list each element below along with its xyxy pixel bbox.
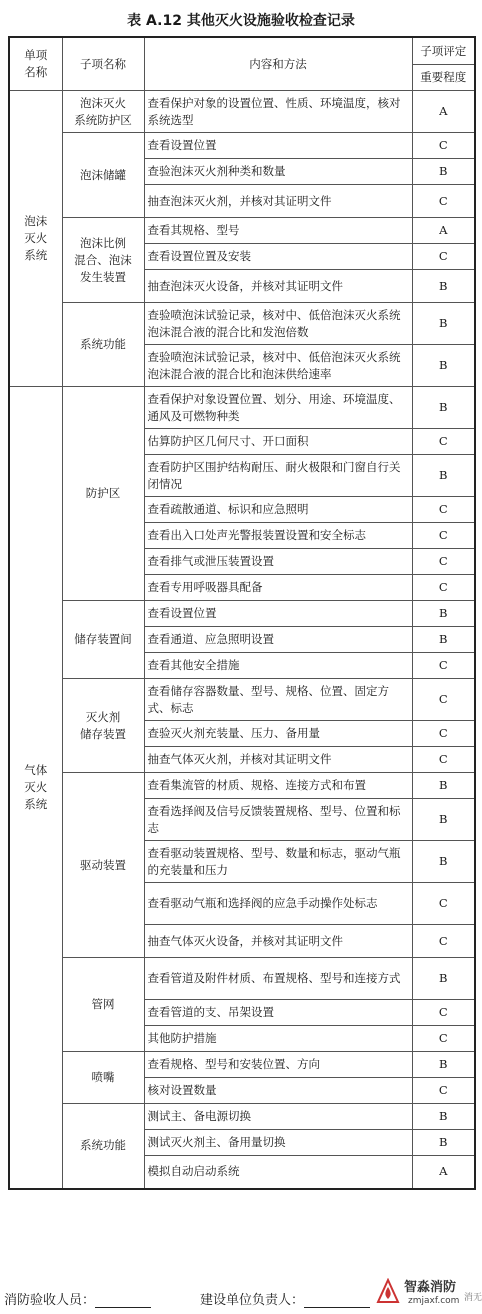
content-method-cell: 查看设置位置 (144, 133, 412, 159)
importance-grade-cell: C (412, 883, 475, 925)
importance-grade-cell: C (412, 185, 475, 218)
content-method-cell: 查看管道及附件材质、布置规格、型号和连接方式 (144, 958, 412, 1000)
importance-grade-cell: C (412, 244, 475, 270)
header-row (9, 37, 475, 91)
owner-signature (200, 1289, 370, 1308)
importance-grade-cell: B (412, 387, 475, 429)
table-row (9, 773, 475, 799)
table-row (9, 679, 475, 721)
importance-grade-cell: B (412, 303, 475, 345)
table-title: 表 A.12 其他灭火设施验收检查记录 (127, 13, 355, 29)
sub-item-name-cell: 管网 (62, 958, 144, 1052)
content-method-cell: 查看驱动气瓶和选择阀的应急手动操作处标志 (144, 883, 412, 925)
sub-item-name-cell: 系统功能 (62, 1104, 144, 1189)
header-importance-line2: 重要程度 (420, 69, 467, 84)
flame-logo-icon (374, 1278, 402, 1306)
owner-blank-line (304, 1295, 370, 1308)
content-method-cell: 抽查气体灭火剂，并核对其证明文件 (144, 747, 412, 773)
content-method-cell: 查看通道、应急照明设置 (144, 627, 412, 653)
content-method-cell: 查看其规格、型号 (144, 218, 412, 244)
importance-grade-cell: A (412, 218, 475, 244)
importance-grade-cell: B (412, 345, 475, 387)
table-row (9, 218, 475, 244)
sub-item-name-cell: 系统功能 (62, 303, 144, 387)
sub-item-name-cell: 储存装置间 (62, 601, 144, 679)
importance-grade-cell: C (412, 747, 475, 773)
watermark-tail: 消无 (464, 1293, 482, 1303)
content-method-cell: 查验泡沫灭火剂种类和数量 (144, 159, 412, 185)
watermark-url: zmjaxf.com (408, 1296, 460, 1306)
importance-grade-cell: C (412, 575, 475, 601)
content-method-cell: 抽查泡沫灭火剂，并核对其证明文件 (144, 185, 412, 218)
importance-grade-cell: C (412, 1026, 475, 1052)
content-method-cell: 查验灭火剂充装量、压力、备用量 (144, 721, 412, 747)
content-method-cell: 查看储存容器数量、型号、规格、位置、固定方式、标志 (144, 679, 412, 721)
content-method-cell: 其他防护措施 (144, 1026, 412, 1052)
sub-item-name-cell: 灭火剂 储存装置 (62, 679, 144, 773)
content-method-cell: 查看规格、型号和安装位置、方向 (144, 1052, 412, 1078)
content-method-cell: 抽查气体灭火设备，并核对其证明文件 (144, 925, 412, 958)
header-unit: 单项 名称 (9, 37, 62, 91)
inspector-label: 消防验收人员： (4, 1293, 96, 1308)
content-method-cell: 模拟自动启动系统 (144, 1156, 412, 1189)
inspector-blank-line (95, 1295, 151, 1308)
header-importance-line1: 子项评定 (413, 39, 475, 65)
importance-grade-cell: B (412, 627, 475, 653)
content-method-cell: 查看设置位置 (144, 601, 412, 627)
content-method-cell: 查看设置位置及安装 (144, 244, 412, 270)
importance-grade-cell: C (412, 721, 475, 747)
content-method-cell: 查看保护对象设置位置、划分、用途、环境温度、通风及可燃物种类 (144, 387, 412, 429)
content-method-cell: 查看出入口处声光警报装置设置和安全标志 (144, 523, 412, 549)
content-method-cell: 查看专用呼吸器具配备 (144, 575, 412, 601)
unit-name-cell: 泡沫 灭火 系统 (9, 91, 62, 387)
content-method-cell: 查看其他安全措施 (144, 653, 412, 679)
importance-grade-cell: B (412, 1130, 475, 1156)
importance-grade-cell: C (412, 679, 475, 721)
watermark-name: 智淼消防 (404, 1280, 457, 1295)
content-method-cell: 查验喷泡沫试验记录，核对中、低倍泡沫灭火系统泡沫混合液的混合比和发泡倍数 (144, 303, 412, 345)
importance-grade-cell: B (412, 601, 475, 627)
sub-item-name-cell: 泡沫灭火 系统防护区 (62, 91, 144, 133)
header-importance (412, 37, 475, 91)
importance-grade-cell: C (412, 1078, 475, 1104)
content-method-cell: 查看集流管的材质、规格、连接方式和布置 (144, 773, 412, 799)
importance-grade-cell: B (412, 455, 475, 497)
content-method-cell: 查看管道的支、吊架设置 (144, 1000, 412, 1026)
importance-grade-cell: A (412, 91, 475, 133)
unit-name-cell: 气体 灭火 系统 (9, 387, 62, 1189)
table-row (9, 601, 475, 627)
watermark (374, 1276, 482, 1312)
content-method-cell: 测试灭火剂主、备用量切换 (144, 1130, 412, 1156)
content-method-cell: 查看保护对象的设置位置、性质、环境温度，核对系统选型 (144, 91, 412, 133)
content-method-cell: 估算防护区几何尺寸、开口面积 (144, 429, 412, 455)
table-row (9, 958, 475, 1000)
importance-grade-cell: C (412, 1000, 475, 1026)
table-row (9, 387, 475, 429)
table-row (9, 1104, 475, 1130)
importance-grade-cell: C (412, 497, 475, 523)
sub-item-name-cell: 泡沫比例 混合、泡沫 发生装置 (62, 218, 144, 303)
importance-grade-cell: C (412, 133, 475, 159)
table-row (9, 91, 475, 133)
importance-grade-cell: A (412, 1156, 475, 1189)
content-method-cell: 查看驱动装置规格、型号、数量和标志，驱动气瓶的充装量和压力 (144, 841, 412, 883)
importance-grade-cell: B (412, 159, 475, 185)
content-method-cell: 查看防护区围护结构耐压、耐火极限和门窗自行关闭情况 (144, 455, 412, 497)
importance-grade-cell: B (412, 958, 475, 1000)
importance-grade-cell: B (412, 1104, 475, 1130)
importance-grade-cell: B (412, 773, 475, 799)
importance-grade-cell: B (412, 1052, 475, 1078)
importance-grade-cell: C (412, 523, 475, 549)
content-method-cell: 测试主、备电源切换 (144, 1104, 412, 1130)
content-method-cell: 查验喷泡沫试验记录，核对中、低倍泡沫灭火系统泡沫混合液的混合比和泡沫供给速率 (144, 345, 412, 387)
table-row (9, 1052, 475, 1078)
inspector-signature (4, 1289, 151, 1308)
header-content: 内容和方法 (144, 37, 412, 91)
importance-grade-cell: C (412, 653, 475, 679)
table-row (9, 133, 475, 159)
content-method-cell: 查看选择阀及信号反馈装置规格、型号、位置和标志 (144, 799, 412, 841)
table-row (9, 303, 475, 345)
content-method-cell: 查看排气或泄压装置设置 (144, 549, 412, 575)
importance-grade-cell: B (412, 270, 475, 303)
sub-item-name-cell: 喷嘴 (62, 1052, 144, 1104)
sub-item-name-cell: 泡沫储罐 (62, 133, 144, 218)
owner-label: 建设单位负责人： (200, 1293, 305, 1308)
sub-item-name-cell: 防护区 (62, 387, 144, 601)
importance-grade-cell: B (412, 841, 475, 883)
importance-grade-cell: C (412, 549, 475, 575)
sub-item-name-cell: 驱动装置 (62, 773, 144, 958)
header-sub: 子项名称 (62, 37, 144, 91)
content-method-cell: 查看疏散通道、标识和应急照明 (144, 497, 412, 523)
importance-grade-cell: B (412, 799, 475, 841)
content-method-cell: 抽查泡沫灭火设备，并核对其证明文件 (144, 270, 412, 303)
content-method-cell: 核对设置数量 (144, 1078, 412, 1104)
importance-grade-cell: C (412, 925, 475, 958)
inspection-table (8, 36, 476, 1190)
importance-grade-cell: C (412, 429, 475, 455)
